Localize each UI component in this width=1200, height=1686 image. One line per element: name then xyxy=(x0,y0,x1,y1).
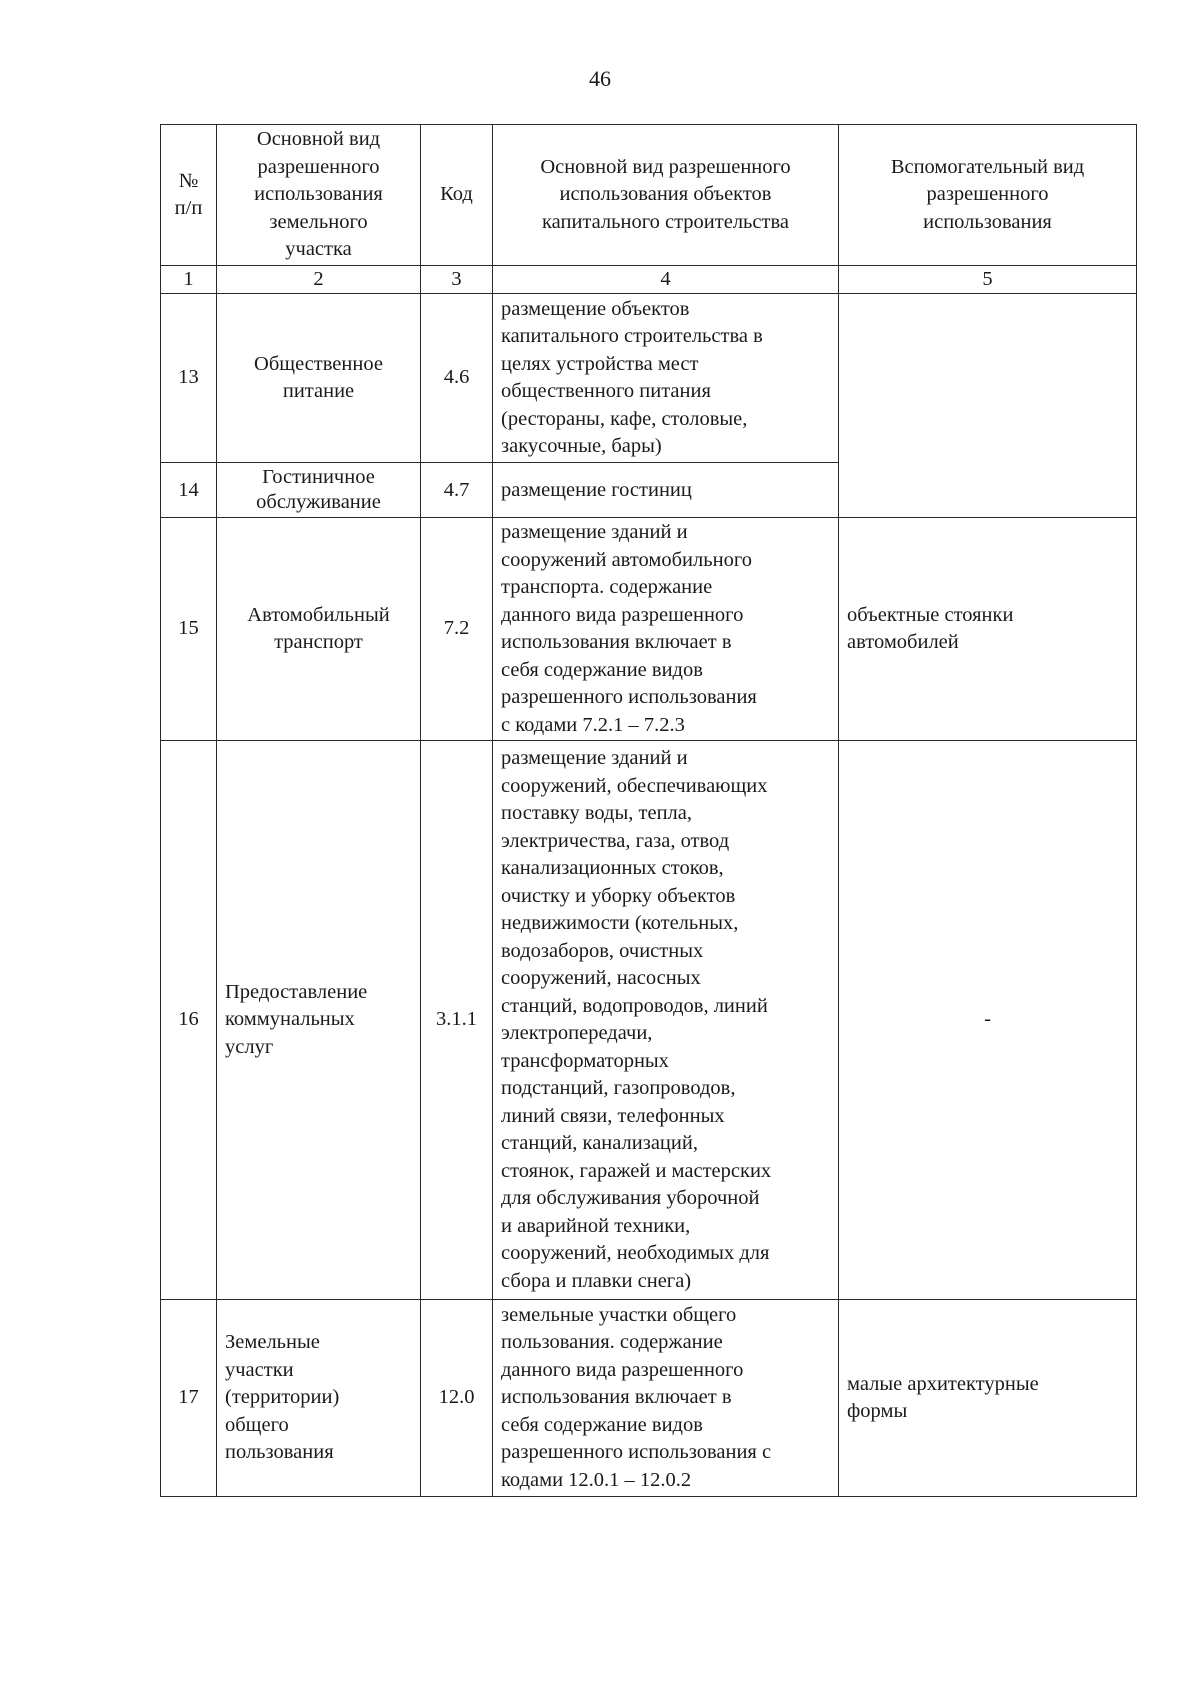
land-use-table xyxy=(160,124,1137,1497)
header-code: Код xyxy=(421,125,493,266)
table-row xyxy=(161,1300,1137,1497)
column-number: 1 xyxy=(161,266,217,294)
row-number: 16 xyxy=(161,741,217,1300)
auxiliary-use-cell: объектные стоянки автомобилей xyxy=(839,518,1137,741)
auxiliary-use-cell: - xyxy=(839,741,1137,1300)
land-use-cell: Общественное питание xyxy=(217,294,421,463)
construction-use-cell: земельные участки общего пользования. содержание данного вида разрешенного использования включает в себя содержание видов разрешенного использования с кодами 12.0.1 – 12.0.2 xyxy=(493,1300,839,1497)
construction-use-cell: размещение гостиниц xyxy=(493,463,839,518)
code-cell: 3.1.1 xyxy=(421,741,493,1300)
row-number: 14 xyxy=(161,463,217,518)
table-row xyxy=(161,518,1137,741)
row-number: 13 xyxy=(161,294,217,463)
table-header-row xyxy=(161,125,1137,266)
construction-use-cell: размещение зданий и сооружений, обеспечивающих поставку воды, тепла, электричества, газа, отвод канализационных стоков, очистку и уборку объектов недвижимости (котельных, водозаборов, очистных сооружений, насосных станций, водопроводов, линий электропередачи, трансформаторных подстанций, газопроводов, линий связи, телефонных станций, канализаций, стоянок, гаражей и мастерских для обслуживания уборочной и аварийной техники, сооружений, необходимых для сбора и плавки снега) xyxy=(493,741,839,1300)
code-cell: 7.2 xyxy=(421,518,493,741)
column-number: 5 xyxy=(839,266,1137,294)
table-row xyxy=(161,294,1137,463)
row-number: 17 xyxy=(161,1300,217,1497)
column-number: 4 xyxy=(493,266,839,294)
code-cell: 4.6 xyxy=(421,294,493,463)
auxiliary-use-cell xyxy=(839,294,1137,518)
land-use-cell: Гостиничное обслуживание xyxy=(217,463,421,518)
column-number: 2 xyxy=(217,266,421,294)
column-number-row xyxy=(161,266,1137,294)
auxiliary-use-cell: малые архитектурные формы xyxy=(839,1300,1137,1497)
code-cell: 4.7 xyxy=(421,463,493,518)
construction-use-cell: размещение объектов капитального строительства в целях устройства мест общественного питания (рестораны, кафе, столовые, закусочные, бары) xyxy=(493,294,839,463)
page-number: 46 xyxy=(589,66,611,91)
row-number: 15 xyxy=(161,518,217,741)
land-use-cell: Земельные участки (территории) общего пользования xyxy=(217,1300,421,1497)
header-row-number: № п/п xyxy=(161,125,217,266)
header-land-use: Основной вид разрешенного использования земельного участка xyxy=(217,125,421,266)
header-construction-use: Основной вид разрешенного использования объектов капитального строительства xyxy=(493,125,839,266)
construction-use-cell: размещение зданий и сооружений автомобильного транспорта. содержание данного вида разрешенного использования включает в себя содержание видов разрешенного использования с кодами 7.2.1 – 7.2.3 xyxy=(493,518,839,741)
column-number: 3 xyxy=(421,266,493,294)
header-auxiliary-use: Вспомогательный вид разрешенного использования xyxy=(839,125,1137,266)
table-row xyxy=(161,741,1137,1300)
land-use-cell: Предоставление коммунальных услуг xyxy=(217,741,421,1300)
code-cell: 12.0 xyxy=(421,1300,493,1497)
land-use-cell: Автомобильный транспорт xyxy=(217,518,421,741)
